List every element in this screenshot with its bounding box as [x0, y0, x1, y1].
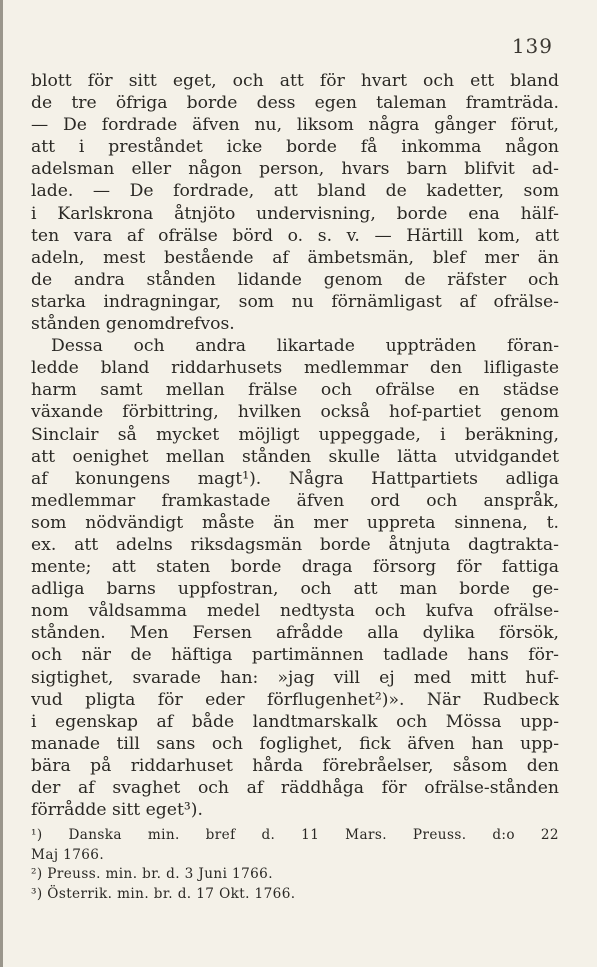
text-line: Sinclair så mycket möjligt uppeggade, i beräkning, [31, 424, 559, 445]
text-line: stånden. Men Fersen afrådde alla dylika försök, [31, 623, 559, 644]
text-line: stånden genomdrefvos. [31, 314, 235, 335]
footnote-line: ³) Österrik. min. br. d. 17 Okt. 1766. [31, 885, 296, 902]
text-line: blott för sitt eget, och att för hvart och ett bland [31, 71, 559, 91]
text-line: starka indragningar, som nu förnämligast af ofrälse- [31, 291, 559, 312]
text-line: växande förbittring, hvilken också hof-partiet genom [31, 402, 559, 423]
text-line: adliga barns uppfostran, och att man borde ge- [31, 579, 559, 600]
body-text [31, 70, 559, 821]
page-number: 139 [511, 34, 553, 58]
footnote-line: Maj 1766. [31, 846, 105, 863]
text-line: förrådde sitt eget³). [31, 800, 203, 821]
text-line: Dessa och andra likartade uppträden föran- [51, 336, 559, 357]
text-line: der af svaghet och af räddhåga för ofrälse-stånden [31, 778, 559, 798]
text-line: i Karlskrona åtnjöto undervisning, borde ena hälf- [31, 203, 559, 224]
text-line: bära på riddarhuset hårda förebråelser, såsom den [31, 755, 559, 776]
text-line: — De fordrade äfven nu, liksom några gånger förut, [31, 115, 559, 136]
text-line: af konungens magt¹). Några Hattpartiets adliga [31, 468, 559, 489]
text-line: sigtighet, svarade han: »jag vill ej med mitt huf- [31, 667, 559, 688]
text-line: ex. att adelns riksdagsmän borde åtnjuta dagtrakta- [31, 534, 559, 555]
text-line: ledde bland riddarhusets medlemmar den lifligaste [31, 358, 559, 379]
footnote-line: ²) Preuss. min. br. d. 3 Juni 1766. [31, 866, 273, 882]
text-line: nom våldsamma medel nedtysta och kufva ofrälse- [31, 601, 559, 622]
text-line: de andra stånden lidande genom de räfster och [31, 269, 559, 290]
text-line: adeln, mest bestående af ämbetsmän, blef mer än [31, 247, 559, 268]
text-line: adelsman eller någon person, hvars barn blifvit ad- [31, 159, 559, 180]
text-line: i egenskap af både landtmarskalk och Mössa upp- [31, 711, 559, 732]
text-line: medlemmar framkastade äfven ord och anspråk, [31, 490, 559, 511]
text-line: vud pligta för eder förflugenhet²)». När Rudbeck [31, 689, 559, 710]
footnotes [31, 826, 559, 904]
text-line: manade till sans och foglighet, fick äfven han upp- [31, 733, 559, 754]
text-line: de tre öfriga borde dess egen taleman framträda. [31, 93, 559, 114]
text-line: harm samt mellan frälse och ofrälse en städse [31, 380, 559, 401]
text-line: att i preståndet icke borde få inkomma någon [31, 137, 559, 158]
footnote-line: ¹) Danska min. bref d. 11 Mars. Preuss. d:o 22 [31, 827, 559, 843]
text-line: att oenighet mellan stånden skulle lätta utvidgandet [31, 446, 559, 467]
text-line: mente; att staten borde draga försorg för fattiga [31, 557, 559, 578]
text-line: som nödvändigt måste än mer uppreta sinnena, t. [31, 512, 559, 533]
text-line: ten vara af ofrälse börd o. s. v. — Härtill kom, att [31, 225, 559, 246]
text-line: och när de häftiga partimännen tadlade hans för- [31, 645, 559, 666]
text-line: lade. — De fordrade, att bland de kadetter, som [31, 181, 559, 202]
